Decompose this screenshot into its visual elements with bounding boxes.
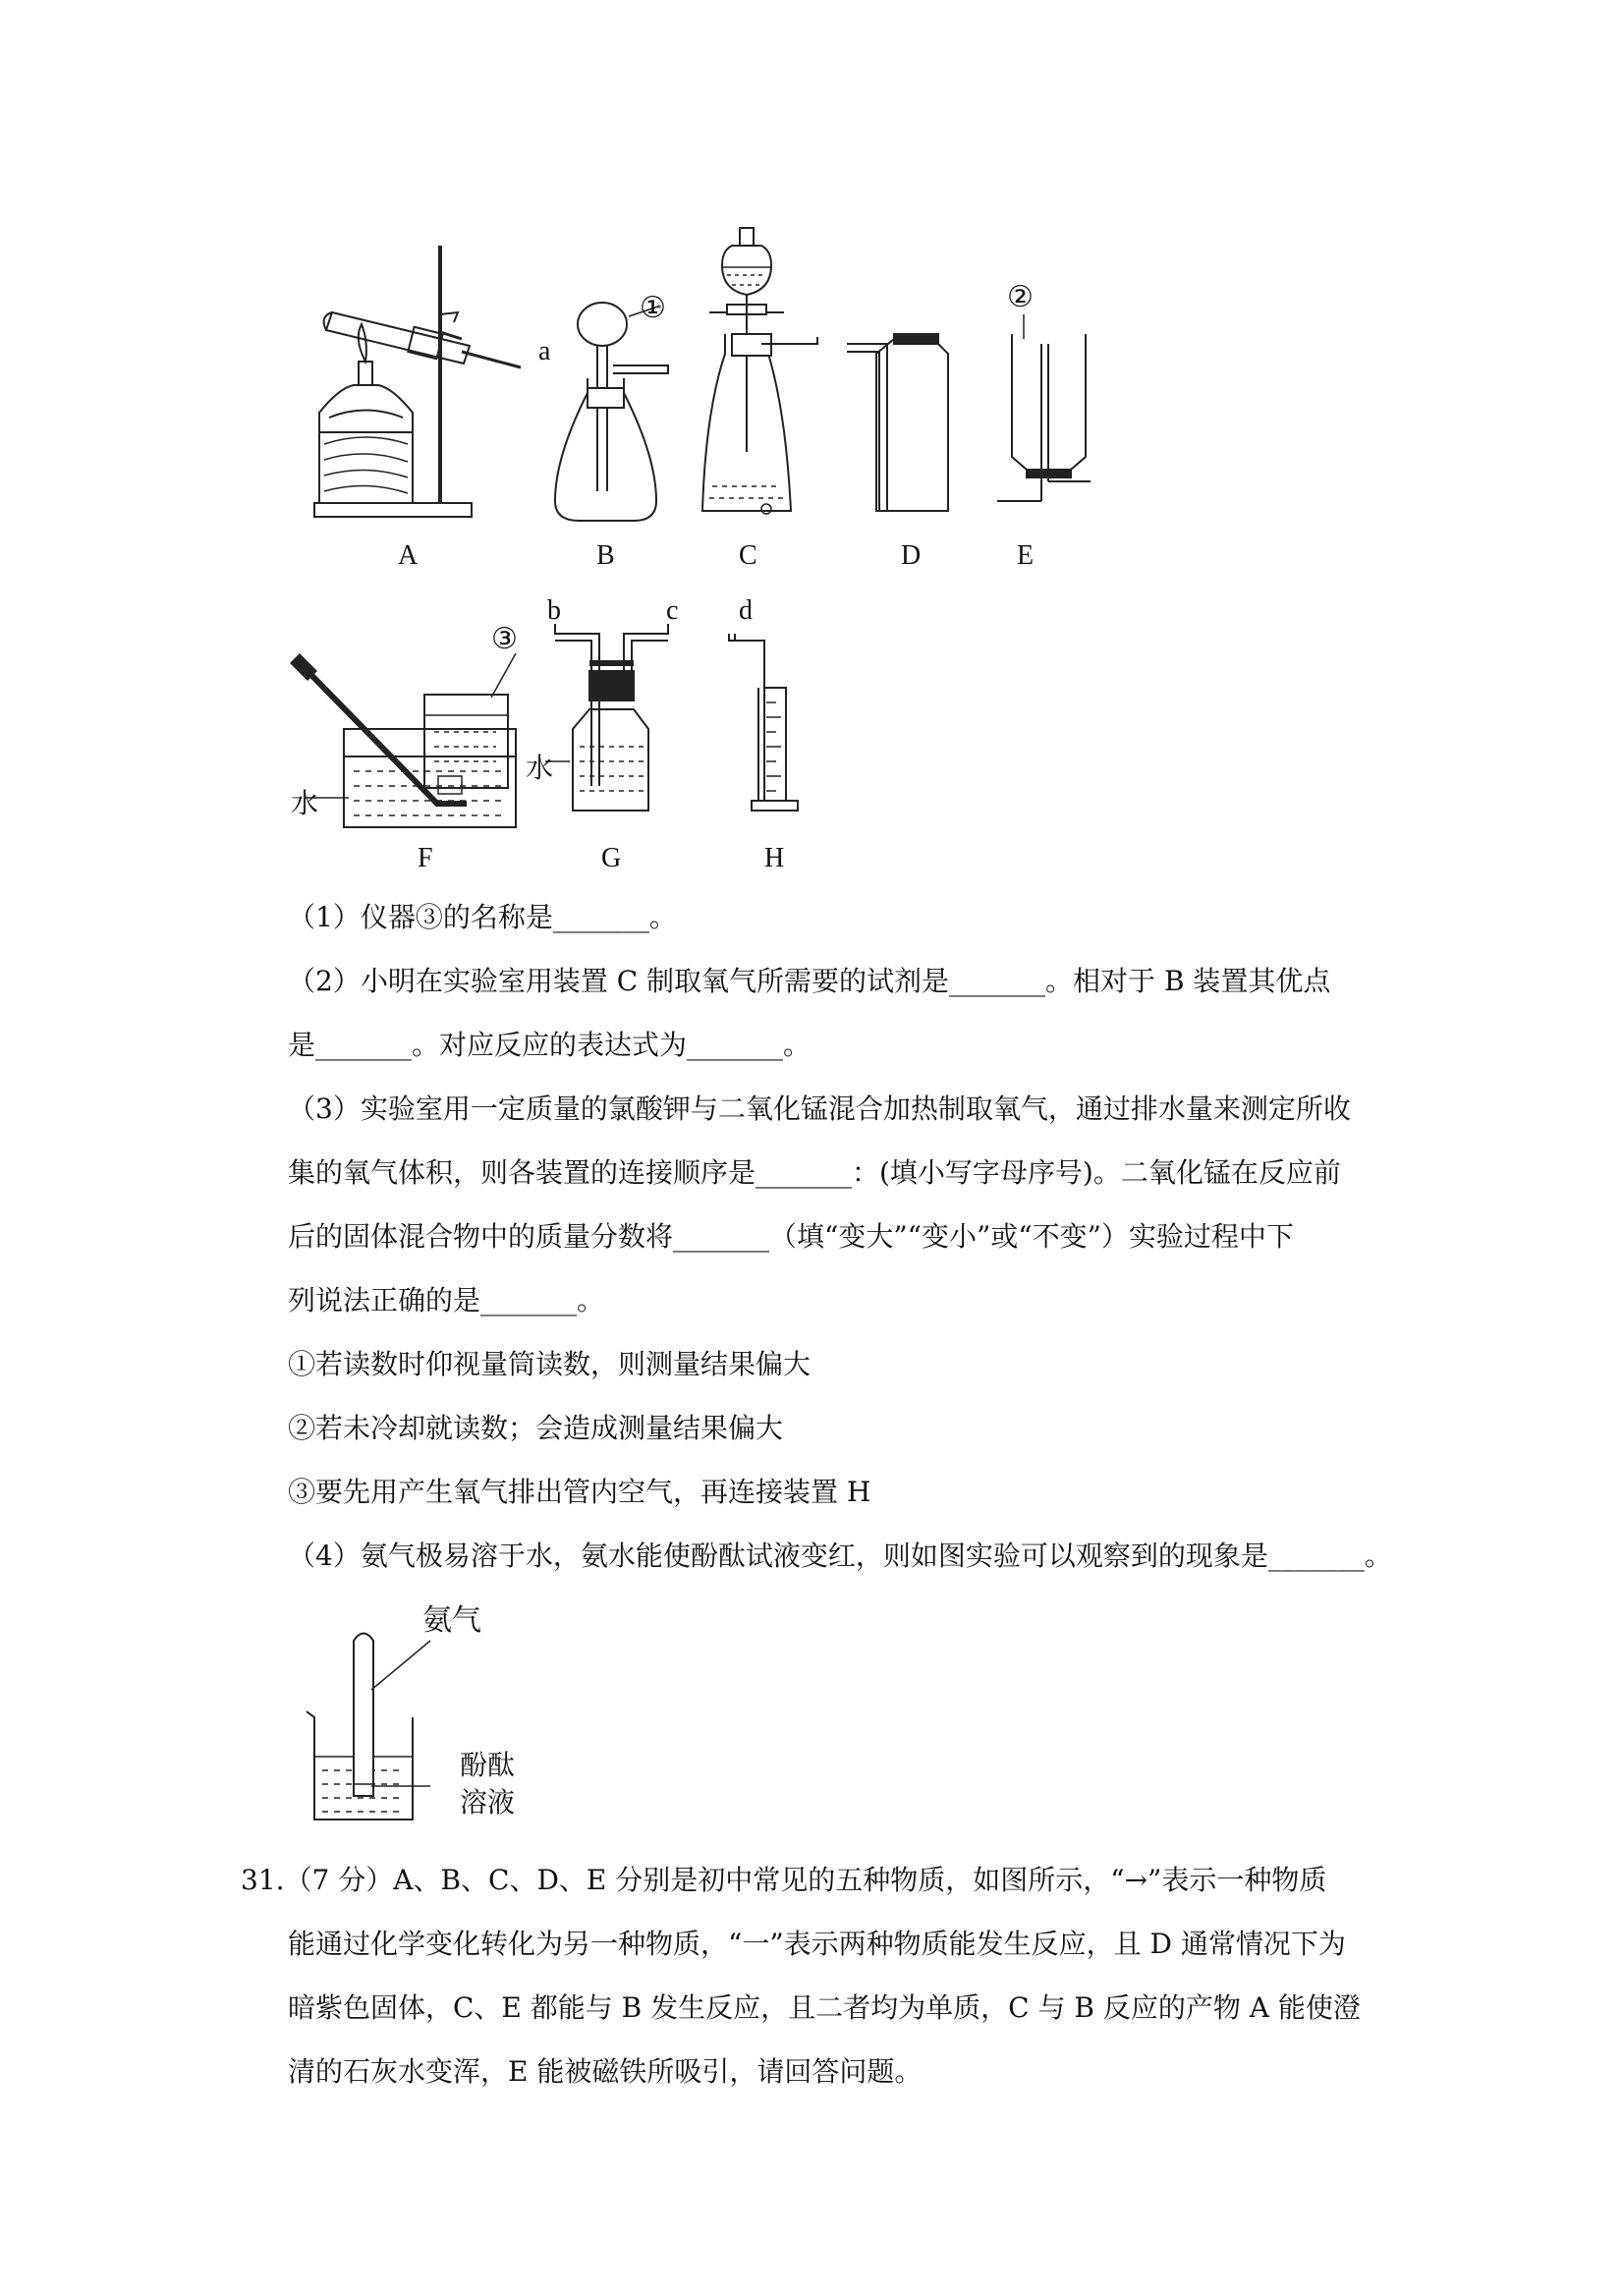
question-line: 集的氧气体积，则各装置的连接顺序是_______：(填小写字母序号)。二氧化锰在反应前 <box>288 1156 1341 1189</box>
marker-1: ① <box>640 292 666 324</box>
question-line: 能通过化学变化转化为另一种物质，“一”表示两种物质能发生反应，且 D 通常情况下为 <box>288 1928 1346 1960</box>
water-label-g: 水 <box>526 752 554 784</box>
question-line: （1）仪器③的名称是_______。 <box>288 901 677 933</box>
apparatus-a <box>314 246 521 517</box>
option-line: ②若未冷却就读数；会造成测量结果偏大 <box>288 1412 784 1444</box>
question-line: 列说法正确的是_______。 <box>288 1284 605 1316</box>
marker-c: c <box>666 595 679 626</box>
question-line: 暗紫色固体，C、E 都能与 B 发生反应，且二者均为单质，C 与 B 反应的产物 A 能使澄 <box>288 1991 1361 2024</box>
label-g: G <box>601 843 622 873</box>
question-line: 31.（7 分）A、B、C、D、E 分别是初中常见的五种物质，如图所示，“→”表示一种物质 <box>241 1864 1327 1896</box>
option-line: ③要先用产生氧气排出管内空气，再连接装置 H <box>288 1476 871 1508</box>
apparatus-e <box>997 314 1091 501</box>
apparatus-drawing <box>0 0 1623 884</box>
question-line: 是_______。对应反应的表达式为_______。 <box>288 1029 812 1061</box>
apparatus-h <box>729 634 798 811</box>
phenolphthalein-label: 酚酞 <box>460 1749 516 1781</box>
marker-2: ② <box>1007 281 1034 313</box>
ammonia-label: 氨气 <box>422 1603 481 1638</box>
marker-a: a <box>538 336 551 366</box>
label-e: E <box>1017 540 1035 571</box>
label-f: F <box>418 843 433 873</box>
question-line: 清的石灰水变浑，E 能被磁铁所吸引，请回答问题。 <box>288 2055 923 2088</box>
label-b: B <box>596 540 615 571</box>
question-line: （4）氨气极易溶于水，氨水能使酚酞试液变红，则如图实验可以观察到的现象是_______。 <box>288 1540 1392 1572</box>
option-line: ①若读数时仰视量筒读数，则测量结果偏大 <box>288 1348 812 1380</box>
label-d: D <box>901 540 922 571</box>
apparatus-b <box>555 303 668 521</box>
apparatus-g <box>545 624 668 811</box>
apparatus-c <box>702 228 817 514</box>
label-h: H <box>764 843 785 873</box>
apparatus-d <box>847 334 948 511</box>
marker-b: b <box>547 595 561 626</box>
marker-3: ③ <box>491 623 518 655</box>
label-c: C <box>739 540 757 571</box>
apparatus-f <box>295 653 516 827</box>
question-line: （2）小明在实验室用装置 C 制取氧气所需要的试剂是_______。相对于 B 装置其优点 <box>288 965 1331 997</box>
water-label-f: 水 <box>291 787 319 819</box>
ammonia-figure <box>295 1592 550 1837</box>
apparatus-figure <box>0 0 1623 884</box>
question-line: 后的固体混合物中的质量分数将_______（填“变大”“变小”或“不变”）实验过程中下 <box>288 1220 1294 1253</box>
marker-d: d <box>739 595 753 626</box>
solution-label: 溶液 <box>460 1786 516 1819</box>
question-line: （3）实验室用一定质量的氯酸钾与二氧化锰混合加热制取氧气，通过排水量来测定所收 <box>288 1092 1351 1125</box>
label-a: A <box>398 540 419 571</box>
